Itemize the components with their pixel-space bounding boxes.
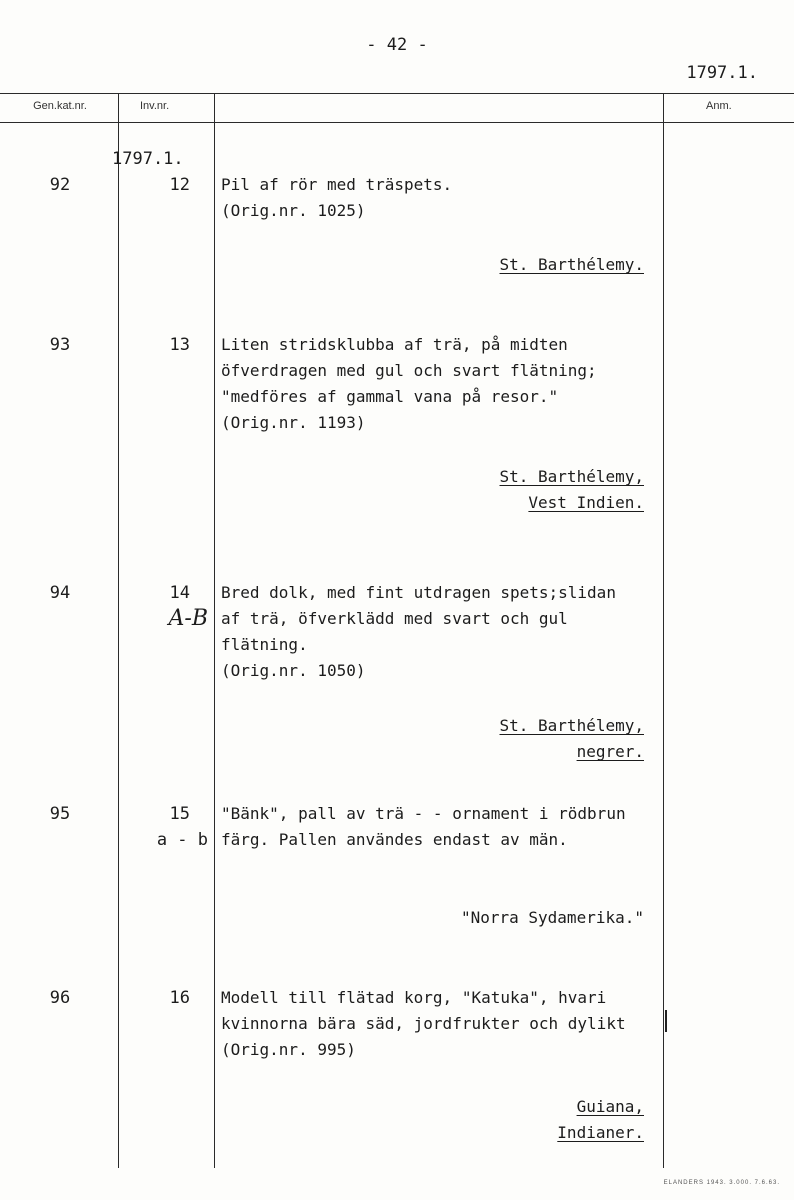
inventory-group-label: 1797.1. [112,149,184,169]
entry-description [221,985,666,1063]
location-line: St. Barthélemy, [499,467,644,486]
catalog-reference: 1797.1. [686,63,758,83]
description-line: (Orig.nr. 1193) [221,413,366,432]
location-line: Indianer. [557,1123,644,1142]
inv-number: 13 [169,335,190,355]
inv-number: 14 [169,583,190,603]
header-gen-kat-nr: Gen.kat.nr. [33,100,87,112]
description-line: (Orig.nr. 995) [221,1040,356,1059]
location-line: Guiana, [576,1097,644,1116]
entry-description [221,332,666,436]
handwritten-part-note: A-B [168,606,208,631]
description-line: "medföres af gammal vana på resor." [221,387,559,406]
description-line: Modell till flätad korg, "Katuka", hvari [221,988,607,1007]
description-line: af trä, öfverklädd med svart och gul [221,609,568,628]
location-line: "Norra Sydamerika." [460,908,644,927]
description-line: Bred dolk, med fint utdragen spets;slidan [221,583,616,602]
entry-location [461,905,644,931]
entry-location [557,1094,644,1146]
header-inv-nr: Inv.nr. [140,100,170,112]
entry-description [221,801,666,853]
gen-number: 96 [49,988,71,1008]
header-top-rule [0,93,794,94]
description-line: flätning. [221,635,308,654]
description-line: kvinnorna bära säd, jordfrukter och dylikt [221,1014,626,1033]
description-line: (Orig.nr. 1050) [221,661,366,680]
description-line: Pil af rör med träspets. [221,175,453,194]
entry-description [221,172,666,224]
inv-number: 12 [169,175,190,195]
location-line: negrer. [576,742,644,761]
page-number: - 42 - [366,35,428,55]
description-line: öfverdragen med gul och svart flätning; [221,361,597,380]
gen-number: 95 [49,804,71,824]
gen-number: 94 [49,583,71,603]
column-divider-inv [214,93,215,1168]
entry-description [221,580,666,684]
location-line: St. Barthélemy. [499,255,644,274]
description-line: "Bänk", pall av trä - - ornament i rödbrun [221,804,626,823]
entry-location [500,464,645,516]
gen-number: 93 [49,335,71,355]
gen-number: 92 [49,175,71,195]
printer-imprint: ELANDERS 1943. 3.000. 7.6.63. [663,1180,780,1186]
location-line: Vest Indien. [528,493,644,512]
margin-mark [665,1010,667,1032]
location-line: St. Barthélemy, [499,716,644,735]
description-line: färg. Pallen användes endast av män. [221,830,568,849]
inv-number: 16 [169,988,190,1008]
header-anm: Anm. [706,100,732,112]
entry-location [500,252,645,278]
inv-number: 15 [169,804,190,824]
description-line: Liten stridsklubba af trä, på midten [221,335,568,354]
header-bottom-rule [0,122,794,123]
description-line: (Orig.nr. 1025) [221,201,366,220]
inv-part-note: a - b [156,830,208,850]
entry-location [500,713,645,765]
